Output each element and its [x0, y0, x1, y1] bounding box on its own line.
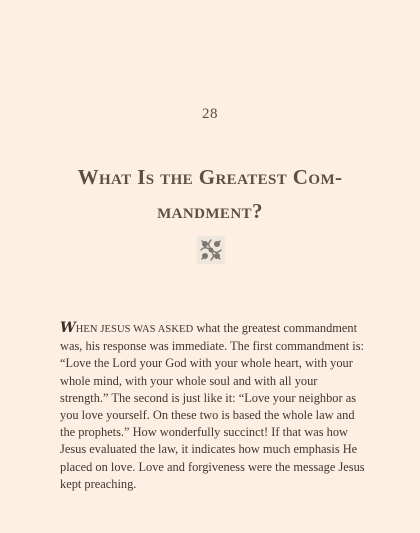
body-paragraph	[60, 320, 366, 493]
chapter-title-line-2: mandment?	[157, 199, 263, 223]
chapter-title	[40, 160, 380, 228]
lead-in-caps: HEN JESUS WAS ASKED	[75, 324, 194, 335]
chapter-number: 28	[202, 106, 218, 122]
initial-letter: W	[60, 320, 76, 336]
chapter-title-line-1: What Is the Greatest Com-	[77, 165, 343, 189]
paragraph-text: what the greatest commandment was, his response was immediate. The first commandment is: “Love the Lord your God with your whole heart, with your whole mind, with your whole soul and with all your strength.” The second is just like it: “Love your neighbor as you love yourself. On these two is based the whole law and the prophets.” How wonderfully succinct! If that was how Jesus evaluated the law, it indicates how much emphasis He placed on love. Love and forgiveness were the message Jesus kept preaching.	[60, 321, 365, 491]
fleuron-ornament-icon	[197, 236, 225, 264]
